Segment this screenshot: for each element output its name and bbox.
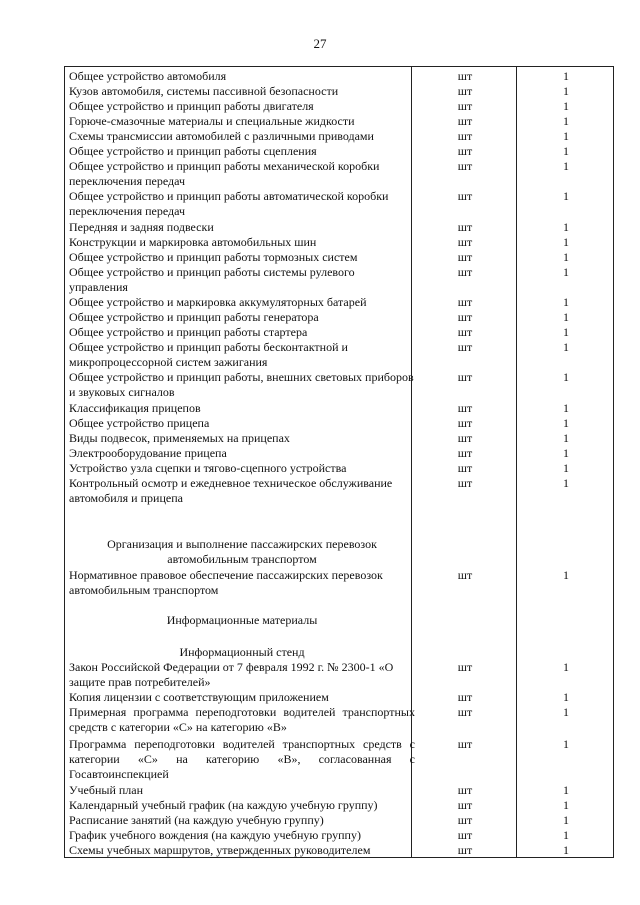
item-unit: шт xyxy=(457,235,473,249)
item-qty: 1 xyxy=(563,783,569,797)
item-qty: 1 xyxy=(563,568,569,582)
item-unit: шт xyxy=(457,325,473,339)
item-unit: шт xyxy=(457,690,473,704)
item-unit: шт xyxy=(457,416,473,430)
item-qty: 1 xyxy=(563,843,569,857)
item-name: Общее устройство и принцип работы автоматической коробки переключения передач xyxy=(69,189,389,218)
item-name: Закон Российской Федерации от 7 февраля 1992 г. № 2300-1 «О защите прав потребителей» xyxy=(69,660,394,689)
item-qty: 1 xyxy=(563,705,569,719)
item-qty: 1 xyxy=(563,401,569,415)
item-unit: шт xyxy=(457,843,473,857)
item-qty: 1 xyxy=(563,325,569,339)
item-qty: 1 xyxy=(563,370,569,384)
item-name: Расписание занятий (на каждую учебную группу) xyxy=(69,813,324,827)
page-number: 27 xyxy=(313,36,327,51)
item-unit: шт xyxy=(457,401,473,415)
item-name: Общее устройство автомобиля xyxy=(69,69,227,83)
item-unit: шт xyxy=(457,828,473,842)
item-qty: 1 xyxy=(563,84,569,98)
item-name: Конструкции и маркировка автомобильных шин xyxy=(69,235,317,249)
item-unit: шт xyxy=(457,310,473,324)
item-qty: 1 xyxy=(563,69,569,83)
equipment-table xyxy=(64,66,614,858)
item-name: Календарный учебный график (на каждую учебную группу) xyxy=(69,798,378,812)
item-name: Виды подвесок, применяемых на прицепах xyxy=(69,431,290,445)
item-unit: шт xyxy=(457,568,473,582)
item-unit: шт xyxy=(457,250,473,264)
item-qty: 1 xyxy=(563,220,569,234)
item-unit: шт xyxy=(457,114,473,128)
item-qty: 1 xyxy=(563,189,569,203)
item-name: Общее устройство и маркировка аккумуляторных батарей xyxy=(69,295,367,309)
item-name: Кузов автомобиля, системы пассивной безопасности xyxy=(69,84,339,98)
item-unit: шт xyxy=(457,461,473,475)
item-unit: шт xyxy=(457,431,473,445)
item-unit: шт xyxy=(457,99,473,113)
item-name: Копия лицензии с соответствующим приложением xyxy=(69,690,329,704)
item-unit: шт xyxy=(457,295,473,309)
item-unit: шт xyxy=(457,370,473,384)
item-qty: 1 xyxy=(563,265,569,279)
item-unit: шт xyxy=(457,220,473,234)
item-qty: 1 xyxy=(563,129,569,143)
item-unit: шт xyxy=(457,783,473,797)
item-name: Общее устройство и принцип работы тормозных систем xyxy=(69,250,358,264)
item-unit: шт xyxy=(457,476,473,490)
item-unit: шт xyxy=(457,129,473,143)
item-qty: 1 xyxy=(563,690,569,704)
item-name: Общее устройство прицепа xyxy=(69,416,210,430)
item-name: Контрольный осмотр и ежедневное техническое обслуживание автомобиля и прицепа xyxy=(69,476,393,505)
item-name: Общее устройство и принцип работы механической коробки переключения передач xyxy=(69,159,380,188)
item-qty: 1 xyxy=(563,235,569,249)
item-unit: шт xyxy=(457,813,473,827)
item-name: Общее устройство и принцип работы, внешних световых приборов и звуковых сигналов xyxy=(69,370,414,399)
item-unit: шт xyxy=(457,705,473,719)
item-unit: шт xyxy=(457,69,473,83)
item-name: Программа переподготовки водителей транспортных средств с категории «С» на категорию «В», согласованная с Госавтоинспекцией xyxy=(69,737,415,781)
item-qty: 1 xyxy=(563,144,569,158)
item-name: Схемы трансмиссии автомобилей с различными приводами xyxy=(69,129,374,143)
item-unit: шт xyxy=(457,84,473,98)
item-name: Общее устройство и принцип работы бесконтактной и микропроцессорной систем зажигания xyxy=(69,340,348,369)
section-heading: Организация и выполнение пассажирских перевозок автомобильным транспортом xyxy=(107,537,377,566)
item-name: График учебного вождения (на каждую учебную группу) xyxy=(69,828,361,842)
item-qty: 1 xyxy=(563,828,569,842)
item-unit: шт xyxy=(457,144,473,158)
item-qty: 1 xyxy=(563,737,569,751)
item-qty: 1 xyxy=(563,159,569,173)
item-unit: шт xyxy=(457,737,473,751)
item-unit: шт xyxy=(457,446,473,460)
item-qty: 1 xyxy=(563,476,569,490)
item-unit: шт xyxy=(457,265,473,279)
item-qty: 1 xyxy=(563,813,569,827)
item-qty: 1 xyxy=(563,99,569,113)
item-qty: 1 xyxy=(563,310,569,324)
item-name: Схемы учебных маршрутов, утвержденных руководителем xyxy=(69,843,371,857)
item-qty: 1 xyxy=(563,461,569,475)
item-unit: шт xyxy=(457,340,473,354)
item-qty: 1 xyxy=(563,340,569,354)
item-name: Нормативное правовое обеспечение пассажирских перевозок автомобильным транспортом xyxy=(69,568,383,597)
item-qty: 1 xyxy=(563,295,569,309)
item-qty: 1 xyxy=(563,446,569,460)
item-name: Примерная программа переподготовки водителей транспортных средств с категории «С» на категорию «В» xyxy=(69,705,415,734)
item-name: Горюче-смазочные материалы и специальные жидкости xyxy=(69,114,355,128)
item-name: Передняя и задняя подвески xyxy=(69,220,214,234)
item-name: Учебный план xyxy=(69,783,144,797)
item-qty: 1 xyxy=(563,114,569,128)
item-unit: шт xyxy=(457,189,473,203)
item-unit: шт xyxy=(457,159,473,173)
item-unit: шт xyxy=(457,798,473,812)
section-heading: Информационные материалы xyxy=(166,613,318,627)
item-qty: 1 xyxy=(563,416,569,430)
item-unit: шт xyxy=(457,660,473,674)
item-qty: 1 xyxy=(563,798,569,812)
item-name: Электрооборудование прицепа xyxy=(69,446,227,460)
item-name: Устройство узла сцепки и тягово-сцепного устройства xyxy=(69,461,347,475)
item-name: Общее устройство и принцип работы генератора xyxy=(69,310,319,324)
item-qty: 1 xyxy=(563,250,569,264)
item-name: Общее устройство и принцип работы двигателя xyxy=(69,99,314,113)
section-heading: Информационный стенд xyxy=(179,645,305,659)
item-qty: 1 xyxy=(563,660,569,674)
item-name: Классификация прицепов xyxy=(69,401,201,415)
item-name: Общее устройство и принцип работы стартера xyxy=(69,325,308,339)
item-qty: 1 xyxy=(563,431,569,445)
item-name: Общее устройство и принцип работы сцепления xyxy=(69,144,317,158)
column-divider-qty xyxy=(516,67,517,857)
item-name: Общее устройство и принцип работы системы рулевого управления xyxy=(69,265,355,294)
